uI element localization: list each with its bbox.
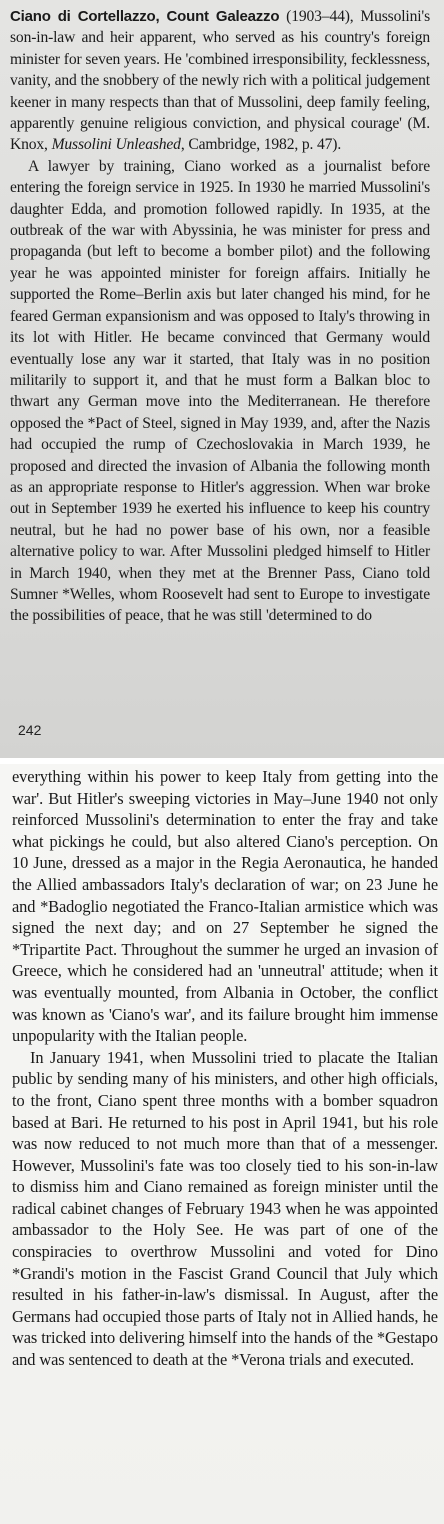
- entry-intro-text: Mussolini's son-in-law and heir apparent, who served as his country's foreign minister for seven years. He 'combined irresponsibility, fecklessness, vanity, and the snobbery of the newly rich with a political judgement keener in many respects than that of Mussolini, deep family feeling, apparently genuine religious conviction, and physical courage' (M. Knox,: [10, 8, 431, 154]
- page-bottom: [0, 764, 444, 1524]
- citation-tail: , Cambridge, 1982, p. 47).: [180, 136, 342, 154]
- page-top: [0, 0, 444, 758]
- page-number: 242: [18, 722, 42, 738]
- entry-paragraph-war: everything within his power to keep Italy from getting into the war'. But Hitler's sweeping victories in May–June 1940 not only reinforced Mussolini's determination to enter the fray and take what pickings he could, but also altered Ciano's perception. On 10 June, dressed as a major in the Regia Aeronautica, he handed the Allied ambassadors Italy's declaration of war; on 23 June he and *Badoglio negotiated the Franco-Italian armistice which was signed the next day; and on 27 September he signed the *Tripartite Pact. Throughout the summer he urged an invasion of Greece, which he considered had an 'unneutral' attitude; when it was eventually mounted, from Albania in October, the conflict was known as 'Ciano's war', and its failure brought him immense unpopularity with the Italian people.: [12, 767, 438, 1046]
- entry-paragraph-intro: [10, 6, 430, 156]
- citation-title: Mussolini Unleashed: [51, 136, 181, 154]
- entry-dates: (1903–44),: [286, 8, 354, 25]
- entry-paragraph-fall: In January 1941, when Mussolini tried to placate the Italian public by sending many of his ministers, and other high officials, to the front, Ciano spent three months with a bomber squadron based at Bari. He returned to his post in April 1941, but his role was now reduced to not much more than that of a messenger. However, Mussolini's fate was too closely tied to his son-in-law to dismiss him and Ciano remained as foreign minister until the radical cabinet changes of February 1943 when he was appointed ambassador to the Holy See. He was part of one of the conspiracies to overthrow Mussolini and voted for Dino *Grandi's motion in the Fascist Grand Council that July which resulted in his father-in-law's dismissal. In August, after the Germans had occupied those parts of Italy not in Allied hands, he was tricked into delivering himself into the hands of the *Gestapo and was sentenced to death at the *Verona trials and executed.: [12, 1047, 438, 1370]
- entry-headword: Ciano di Cortellazzo, Count Galeazzo: [10, 8, 280, 25]
- entry-paragraph-career: A lawyer by training, Ciano worked as a journalist before entering the foreign service in 1925. In 1930 he married Mussolini's daughter Edda, and promotion followed rapidly. In 1935, at the outbreak of the war with Abyssinia, he was minister for press and propaganda (but left to become a bomber pilot) and the following year he was appointed minister for foreign affairs. Initially he supported the Rome–Berlin axis but later changed his mind, for he feared German expansionism and was opposed to Italy's throwing in its lot with Hitler. He became convinced that Germany would eventually lose any war it started, that Italy was in no position militarily to support it, and that he must form a Balkan bloc to thwart any German move into the Mediterranean. He therefore opposed the *Pact of Steel, signed in May 1939, and, after the Nazis had occupied the rump of Czechoslovakia in March 1939, he proposed and directed the invasion of Albania the following month as an appropriate response to Hitler's aggression. When war broke out in September 1939 he exerted his influence to keep his country neutral, but he had no power base of his own, nor a feasible alternative policy to war. After Mussolini pledged himself to Hitler in March 1940, when they met at the Brenner Pass, Ciano told Sumner *Welles, whom Roosevelt had sent to Europe to investigate the possibilities of peace, that he was still 'determined to do: [10, 157, 430, 625]
